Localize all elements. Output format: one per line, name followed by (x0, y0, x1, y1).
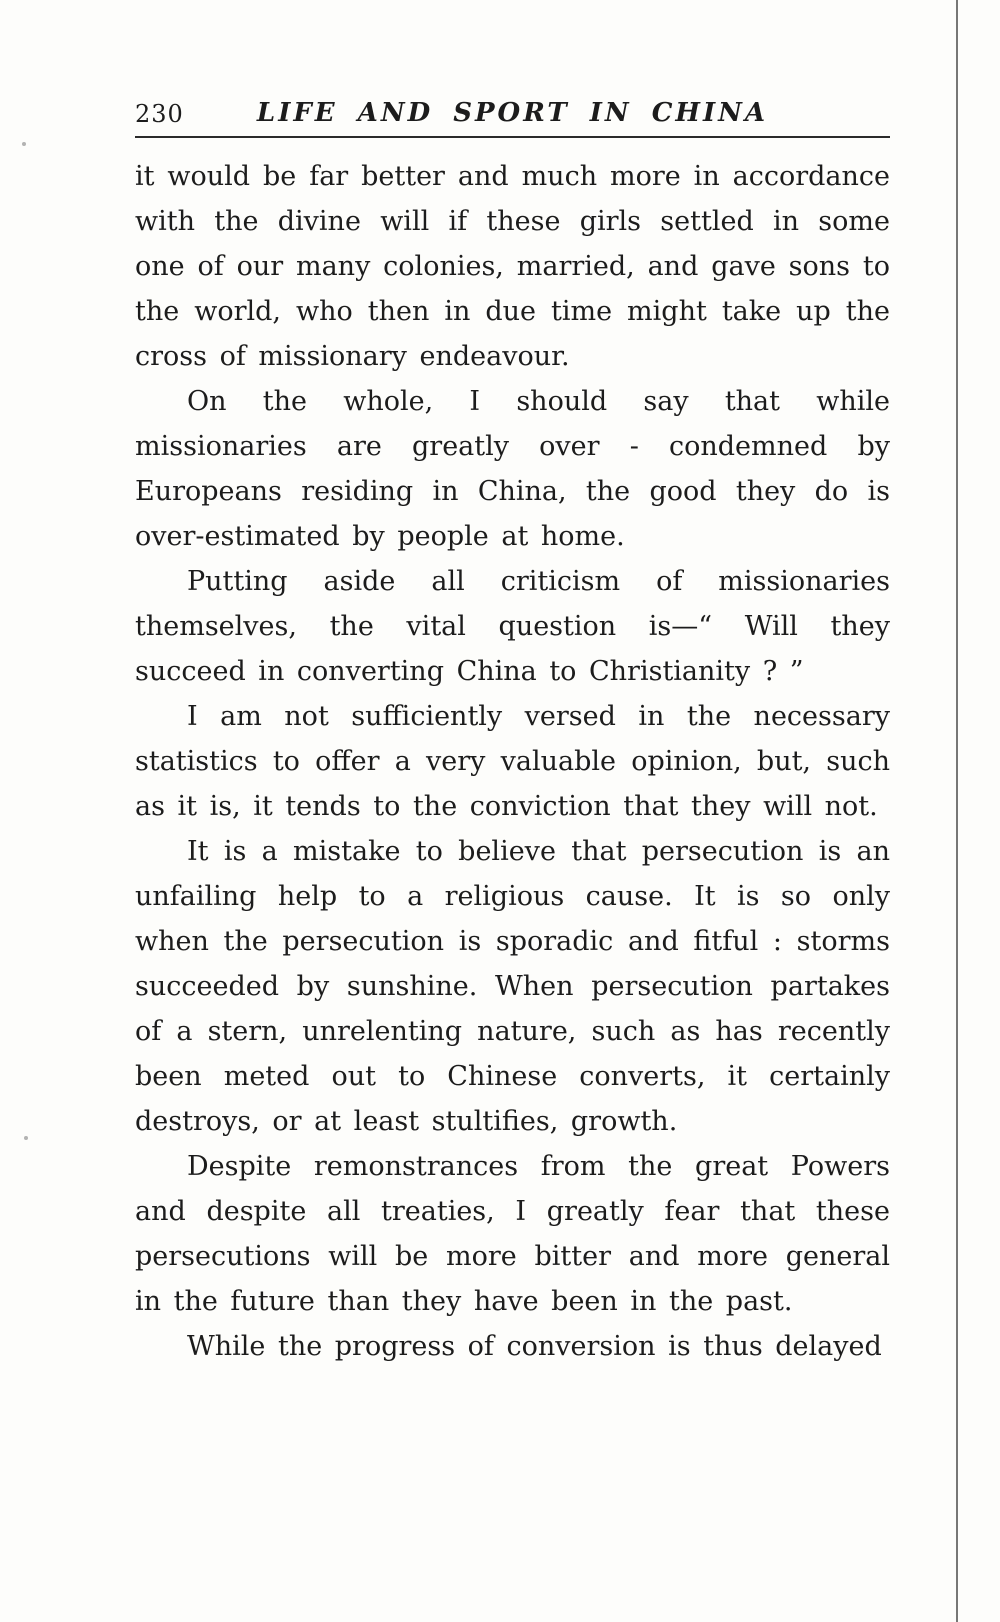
scan-speck (22, 142, 26, 146)
paragraph: I am not sufficiently versed in the necessary statistics to offer a very valuable opinion, but, such as it is, it tends to the conviction that they will not. (135, 701, 890, 822)
paragraph: On the whole, I should say that while missionaries are greatly over - condemned by Europeans residing in China, the good they do is over-estimated by people at home. (135, 386, 890, 552)
running-header-title: LIFE AND SPORT IN CHINA (256, 98, 769, 128)
paragraph: It is a mistake to believe that persecution is an unfailing help to a religious cause. It is so only when the persecution is sporadic and fitful : storms succeeded by sunshine. When persecution partakes of a stern, unrelenting nature, such as has recently been meted out to Chinese converts, it certainly destroys, or at least stultifies, growth. (135, 836, 890, 1137)
text-block (135, 154, 890, 1369)
paragraph: it would be far better and much more in accordance with the divine will if these girls settled in some one of our many colonies, married, and gave sons to the world, who then in due time might take up the cross of missionary endeavour. (135, 161, 890, 372)
page-header (135, 86, 890, 128)
scan-speck (24, 1136, 28, 1140)
header-rule (135, 136, 890, 138)
page-number: 230 (135, 100, 184, 128)
scan-edge-line (956, 0, 958, 1622)
paragraph: While the progress of conversion is thus delayed (187, 1331, 882, 1362)
paragraph: Putting aside all criticism of missionaries themselves, the vital question is—“ Will they succeed in converting China to Christianity ? ” (135, 566, 890, 687)
paragraph: Despite remonstrances from the great Powers and despite all treaties, I greatly fear that these persecutions will be more bitter and more general in the future than they have been in the past. (135, 1151, 890, 1317)
